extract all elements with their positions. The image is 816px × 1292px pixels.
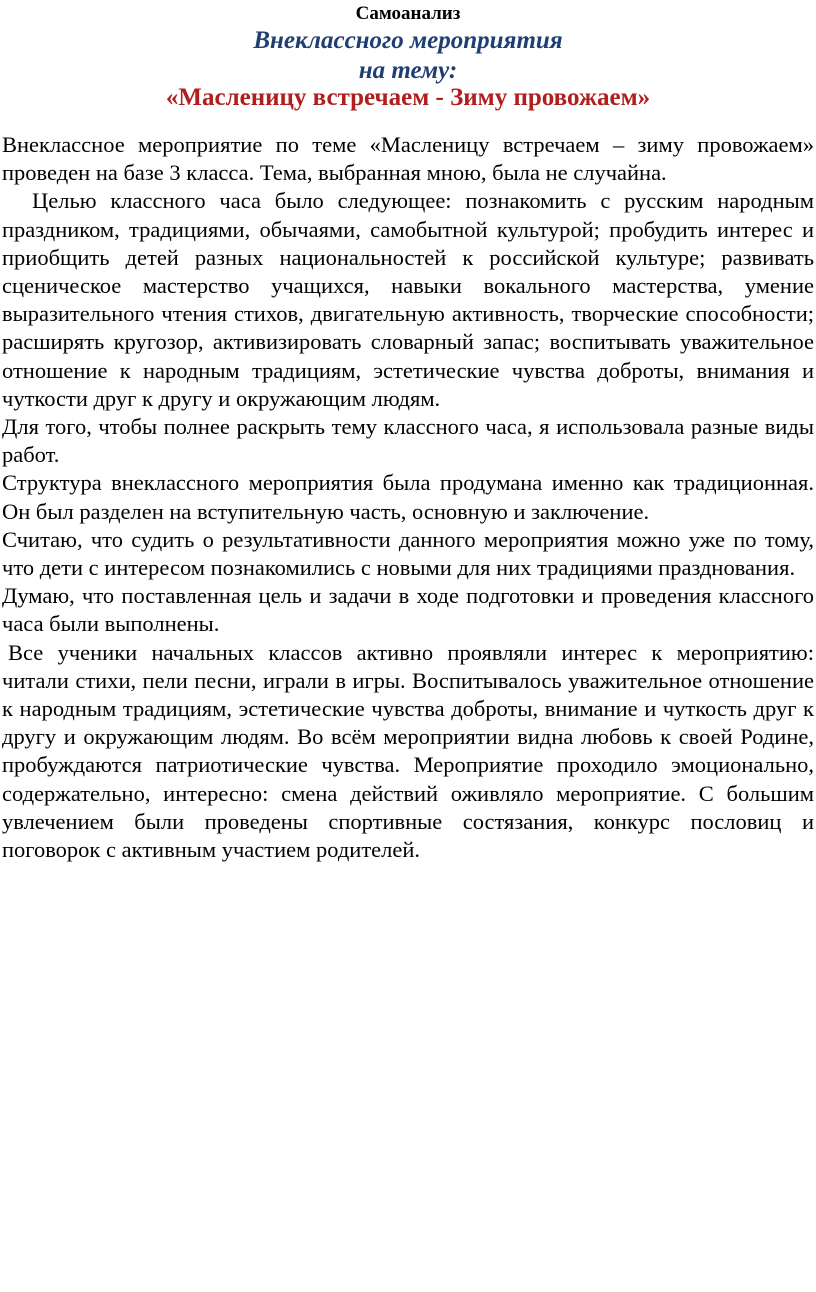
document-title: Самоанализ — [355, 3, 461, 24]
paragraph-methods: Для того, чтобы полнее раскрыть тему классного часа, я использовала разные виды работ. — [2, 414, 814, 468]
document-body — [2, 131, 814, 864]
document-subtitle-line1: Внеклассного мероприятия — [253, 27, 563, 54]
paragraph-summary: Все ученики начальных классов активно проявляли интерес к мероприятию: читали стихи, пели песни, играли в игры. Воспитывалось уважительное отношение к народным традициям, эстетические чувства доброты, внимание и чуткость друг к другу и окружающим людям. Во всём мероприятии видна любовь к своей Родине, пробуждаются патриотические чувства. Мероприятие проходило эмоционально, содержательно, интересно: смена действий оживляло мероприятие. С большим увлечением были проведены спортивные состязания, конкурс пословиц и поговорок с активным участием родителей. — [2, 639, 814, 863]
paragraph-structure: Структура внеклассного мероприятия была продумана именно как традиционная. Он был разделен на вступительную часть, основную и заключение. — [2, 470, 814, 524]
paragraph-conclusion: Думаю, что поставленная цель и задачи в ходе подготовки и проведения классного часа были выполнены. — [2, 583, 814, 637]
document-topic: «Масленицу встречаем - Зиму провожаем» — [165, 84, 651, 111]
paragraph-intro: Внеклассное мероприятие по теме «Масленицу встречаем – зиму провожаем» проведен на базе 3 класса. Тема, выбранная мною, была не случайна. — [2, 132, 814, 186]
paragraph-goals: Целью классного часа было следующее: познакомить с русским народным праздником, традициями, обычаями, самобытной культурой; пробудить интерес и приобщить детей разных национальностей к российской культуре; развивать сценическое мастерство учащихся, навыки вокального мастерства, умение выразительного чтения стихов, двигательную активность, творческие способности; расширять кругозор, активизировать словарный запас; воспитывать уважительное отношение к народным традициям, эстетические чувства доброты, внимания и чуткости друг к другу и окружающим людям. — [2, 188, 814, 411]
document-subtitle-line2: на тему: — [358, 57, 458, 84]
paragraph-results: Считаю, что судить о результативности данного мероприятия можно уже по тому, что дети с интересом познакомились с новыми для них традициями празднования. — [2, 526, 814, 581]
